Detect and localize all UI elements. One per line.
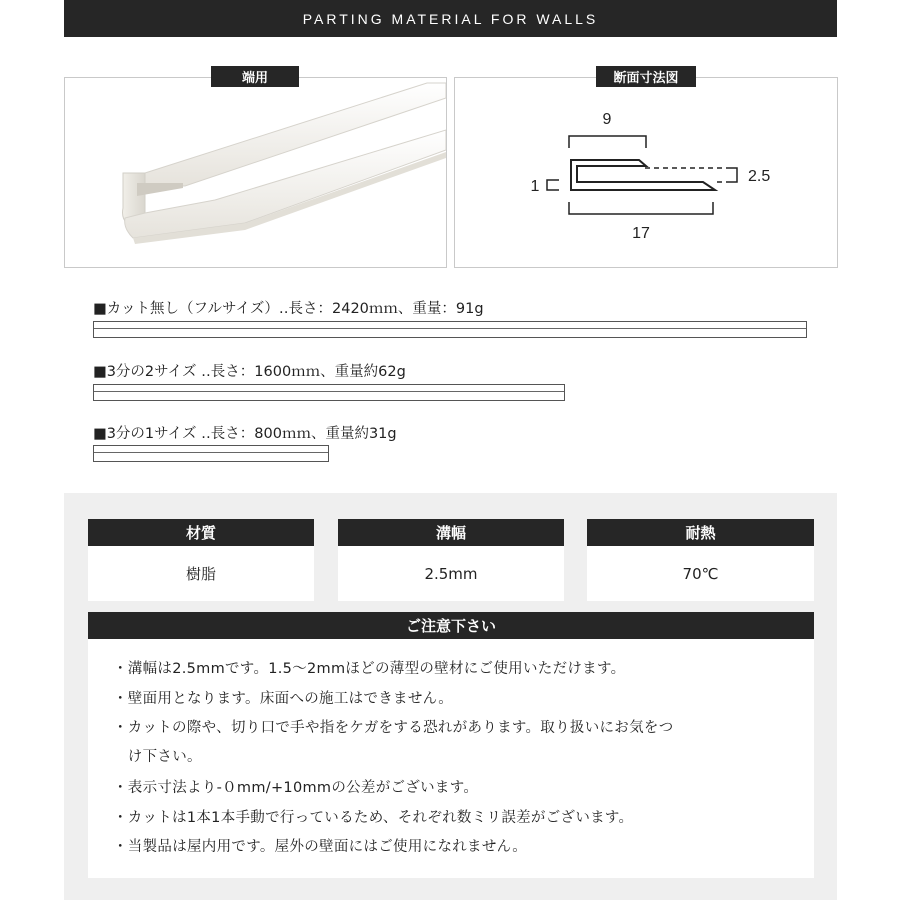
spec-groove-width-label: 溝幅 [338,519,564,546]
size-two-thirds-bar [93,384,565,401]
product-type-label: 端用 [211,66,299,87]
notice-item: ・カットは1本1本手動で行っているため、それぞれ数ミリ誤差がございます。 [113,810,634,826]
page-title: PARTING MATERIAL FOR WALLS [302,10,599,27]
notice-item: ・溝幅は2.5mmです。1.5～2mmほどの薄型の壁材にご使用いただけます。 [113,661,626,677]
size-two-thirds-text: ■3分の2サイズ ‥長さ：1600ｍｍ、重量約62g [93,364,406,380]
page-header [64,0,837,37]
size-full-bar [93,321,807,338]
profile-outline [571,160,715,190]
spec-heat-resistance-value: 70℃ [587,546,814,601]
notice-item: け下さい。 [113,749,202,765]
cross-section-diagram [455,78,837,267]
size-full-text: ■カット無し（フルサイズ）‥長さ：2420ｍｍ、重量：91g [93,301,484,317]
top-dimension-bracket [569,136,646,148]
size-one-third-text: ■3分の1サイズ ‥長さ：800ｍｍ、重量約31g [93,426,397,442]
dimension-left: 1 [530,178,540,195]
right-dimension-bracket [729,168,737,182]
dimension-right: 2.5 [748,168,771,185]
spec-material-label: 材質 [88,519,314,546]
product-image-panel [64,77,447,268]
notice-item: ・表示寸法より-０mm/+10mmの公差がございます。 [113,780,479,796]
size-one-third-bar [93,445,329,462]
bottom-dimension-bracket [569,202,713,214]
dimension-bottom: 17 [632,225,650,242]
notice-item: ・当製品は屋内用です。屋外の壁面にはご使用になれません。 [113,839,528,855]
notice-item: ・壁面用となります。床面への施工はできません。 [113,691,454,707]
section-diagram-panel [454,77,838,268]
dimension-top: 9 [602,111,612,128]
section-diagram-label: 断面寸法図 [596,66,696,87]
product-illustration [65,78,446,267]
spec-groove-width-value: 2.5mm [338,546,564,601]
notice-title: ご注意下さい [88,612,814,639]
spec-material-value: 樹脂 [88,546,314,601]
notice-item: ・カットの際や、切り口で手や指をケガをする恐れがあります。取り扱いにお気をつ [113,720,674,736]
left-dimension-bracket [547,180,559,190]
spec-heat-resistance-label: 耐熱 [587,519,814,546]
